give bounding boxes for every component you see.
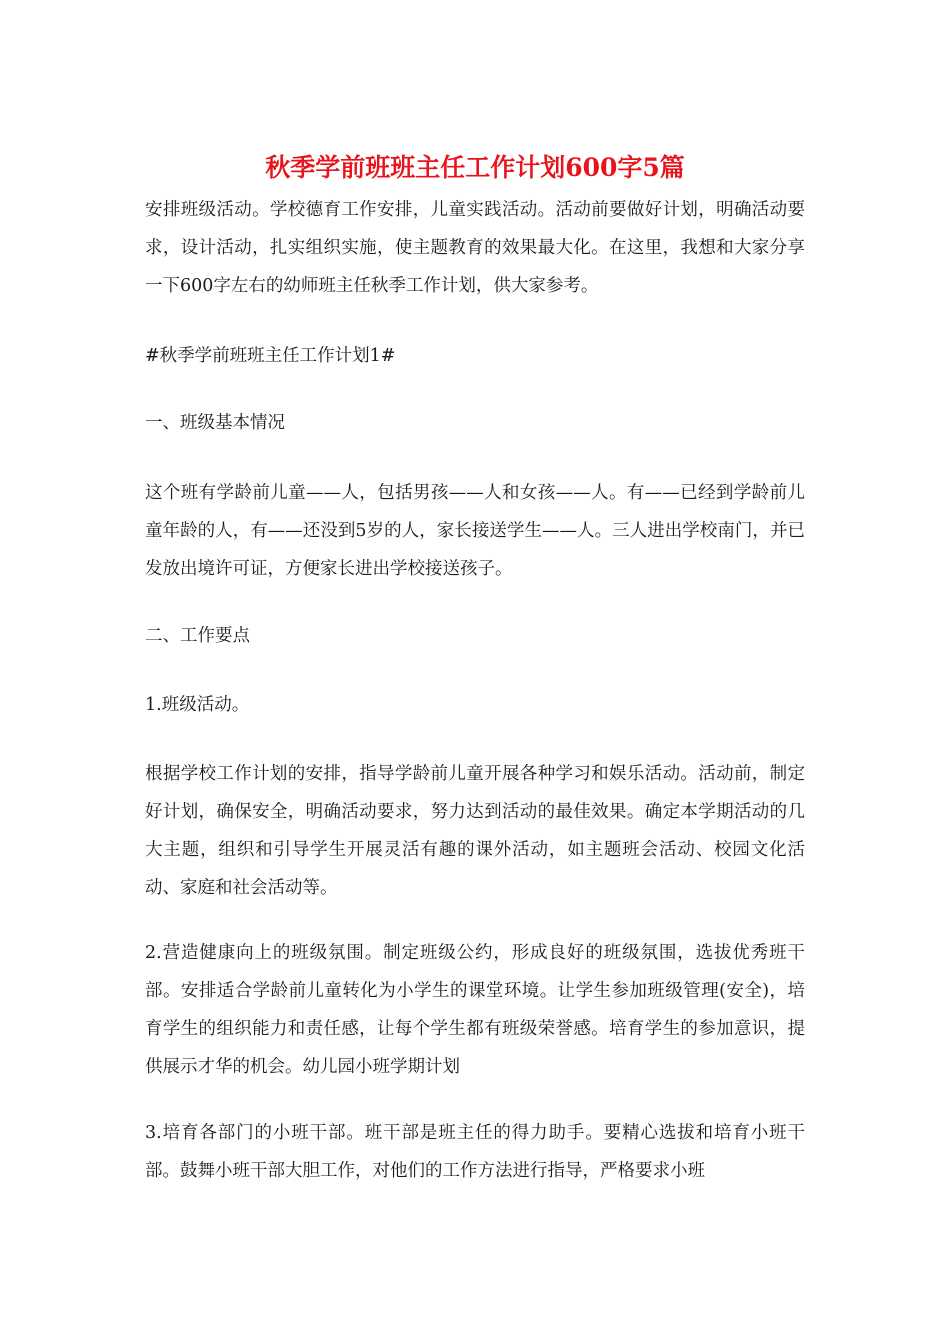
part1-heading: 一、班级基本情况 xyxy=(145,413,285,433)
section-heading: #秋季学前班班主任工作计划1# xyxy=(145,346,396,366)
intro-paragraph: 安排班级活动。学校德育工作安排，儿童实践活动。活动前要做好计划，明确活动要求，设计活动，扎实组织实施，使主题教育的效果最大化。在这里，我想和大家分享一下600字左右的幼师班主任秋季工作计划，供大家参考。 xyxy=(145,200,805,296)
part1-paragraph: 这个班有学龄前儿童——人，包括男孩——人和女孩——人。有——已经到学龄前儿童年龄的人，有——还没到5岁的人，家长接送学生——人。三人进出学校南门，并已发放出境许可证，方便家长进出学校接送孩子。 xyxy=(145,483,805,579)
item3-paragraph: 3.培育各部门的小班干部。班干部是班主任的得力助手。要精心选拔和培育小班干部。鼓舞小班干部大胆工作，对他们的工作方法进行指导，严格要求小班 xyxy=(145,1123,805,1181)
item1-paragraph: 根据学校工作计划的安排，指导学龄前儿童开展各种学习和娱乐活动。活动前，制定好计划，确保安全，明确活动要求，努力达到活动的最佳效果。确定本学期活动的几大主题，组织和引导学生开展灵活有趣的课外活动，如主题班会活动、校园文化活动、家庭和社会活动等。 xyxy=(145,764,805,898)
item2-paragraph: 2.营造健康向上的班级氛围。制定班级公约，形成良好的班级氛围，选拔优秀班干部。安排适合学龄前儿童转化为小学生的课堂环境。让学生参加班级管理(安全)，培育学生的组织能力和责任感，让每个学生都有班级荣誉感。培育学生的参加意识，提供展示才华的机会。幼儿园小班学期计划 xyxy=(145,943,805,1077)
part2-heading: 二、工作要点 xyxy=(145,626,250,646)
document-title: 秋季学前班班主任工作计划600字5篇 xyxy=(265,153,685,182)
item1-heading: 1.班级活动。 xyxy=(145,695,250,715)
